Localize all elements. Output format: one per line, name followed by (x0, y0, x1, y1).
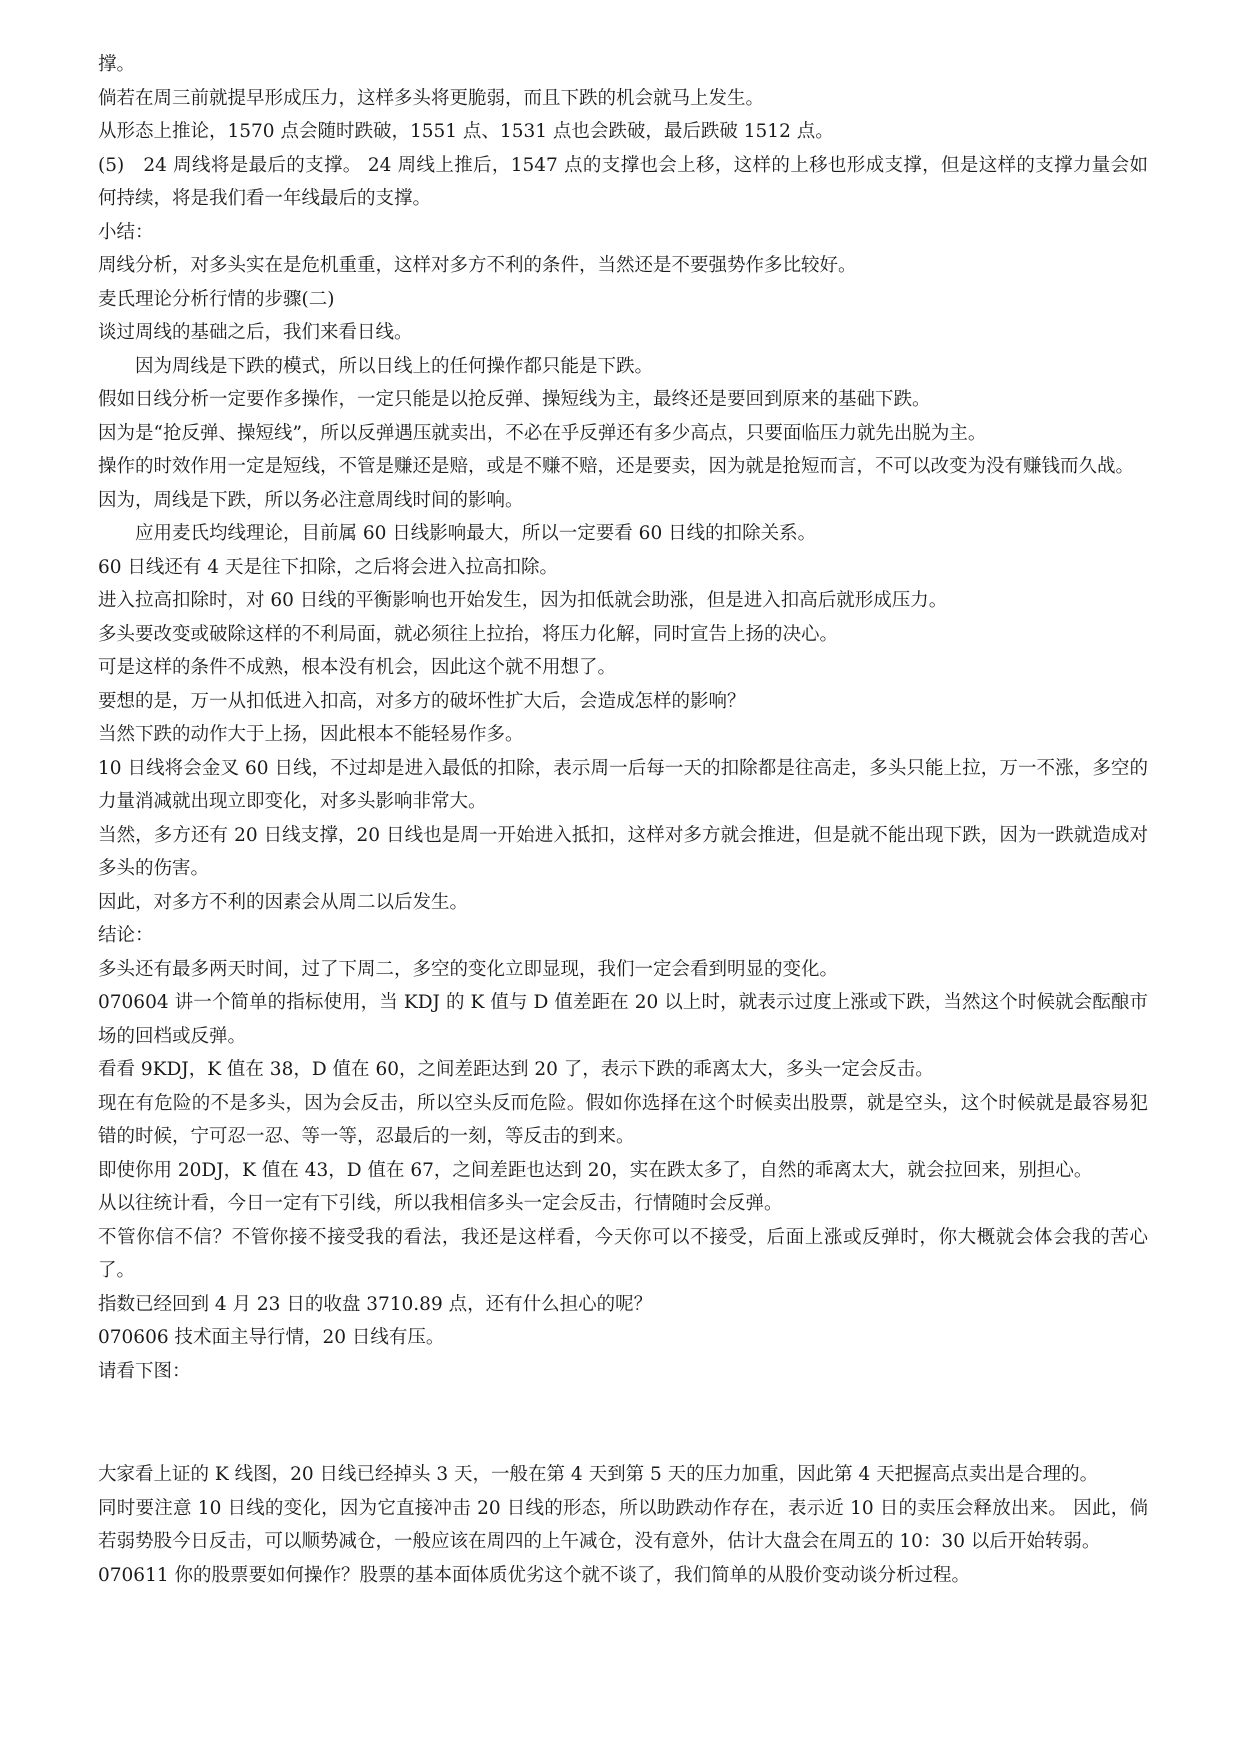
paragraph: 多头要改变或破除这样的不利局面，就必须往上拉抬，将压力化解，同时宣告上扬的决心。 (98, 623, 839, 645)
paragraph: 指数已经回到 4 月 23 日的收盘 3710.89 点，还有什么担心的呢？ (98, 1293, 653, 1315)
paragraph: 因为，周线是下跌，所以务必注意周线时间的影响。 (98, 489, 524, 511)
paragraph: 070604 讲一个简单的指标使用，当 KDJ 的 K 值与 D 值差距在 20 以上时，就表示过度上涨或下跌，当然这个时候就会酝酿市场的回档或反弹。 (98, 992, 1148, 1047)
paragraph: 从形态上推论，1570 点会随时跌破，1551 点、1531 点也会跌破，最后跌破 1512 点。 (98, 121, 834, 142)
paragraph: 要想的是，万一从扣低进入扣高，对多方的破坏性扩大后，会造成怎样的影响？ (98, 690, 746, 712)
paragraph: 当然，多方还有 20 日线支撑，20 日线也是周一开始进入抵扣，这样对多方就会推进，但是就不能出现下跌，因为一跌就造成对多头的伤害。 (98, 824, 1148, 879)
paragraph: 因为周线是下跌的模式，所以日线上的任何操作都只能是下跌。 (135, 355, 654, 377)
paragraph: 070606 技术面主导行情，20 日线有压。 (98, 1327, 445, 1348)
paragraph: 可是这样的条件不成熟，根本没有机会，因此这个就不用想了。 (98, 657, 617, 678)
missing-figure-space (98, 1388, 1148, 1458)
paragraph: 周线分析，对多头实在是危机重重，这样对多方不利的条件，当然还是不要强势作多比较好。 (98, 255, 857, 276)
paragraph: 不管你信不信？不管你接不接受我的看法，我还是这样看，今天你可以不接受，后面上涨或反弹时，你大概就会体会我的苦心了。 (98, 1226, 1148, 1281)
paragraph: 多头还有最多两天时间，过了下周二，多空的变化立即显现，我们一定会看到明显的变化。 (98, 958, 839, 980)
paragraph: 撑。 (98, 54, 136, 75)
paragraph: 即使你用 20DJ，K 值在 43，D 值在 67，之间差距也达到 20，实在跌太多了，自然的乖离太大，就会拉回来，别担心。 (98, 1159, 1093, 1181)
paragraph: 倘若在周三前就提早形成压力，这样多头将更脆弱，而且下跌的机会就马上发生。 (98, 87, 765, 109)
paragraph: (5) 24 周线将是最后的支撑。 24 周线上推后，1547 点的支撑也会上移，这样的上移也形成支撑，但是这样的支撑力量会如何持续，将是我们看一年线最后的支撑。 (98, 154, 1148, 209)
paragraph: 大家看上证的 K 线图，20 日线已经掉头 3 天，一般在第 4 天到第 5 天的压力加重，因此第 4 天把握高点卖出是合理的。 (98, 1464, 1099, 1485)
document-page (98, 48, 1148, 1592)
paragraph: 10 日线将会金叉 60 日线，不过却是进入最低的扣除，表示周一后每一天的扣除都是往高走，多头只能上拉，万一不涨，多空的力量消减就出现立即变化，对多头影响非常大。 (98, 757, 1148, 812)
paragraph: 070611 你的股票要如何操作？股票的基本面体质优劣这个就不谈了，我们简单的从股价变动谈分析过程。 (98, 1564, 971, 1586)
paragraph: 请看下图： (98, 1360, 191, 1382)
paragraph: 当然下跌的动作大于上扬，因此根本不能轻易作多。 (98, 724, 524, 745)
paragraph: 同时要注意 10 日线的变化，因为它直接冲击 20 日线的形态，所以助跌动作存在，表示近 10 日的卖压会释放出来。 因此，倘若弱势股今日反击，可以顺势减仓，一般应该在周四的上午减仓，没有意外，估计大盘会在周五的 10：30 以后开始转弱。 (98, 1497, 1148, 1552)
paragraph: 从以往统计看，今日一定有下引线，所以我相信多头一定会反击，行情随时会反弹。 (98, 1193, 783, 1214)
paragraph: 操作的时效作用一定是短线，不管是赚还是赔，或是不赚不赔，还是要卖，因为就是抢短而言，不可以改变为没有赚钱而久战。 (98, 456, 1135, 477)
paragraph: 进入拉高扣除时，对 60 日线的平衡影响也开始发生，因为扣低就会助涨，但是进入扣高后就形成压力。 (98, 590, 948, 611)
section-label: 结论： (98, 925, 154, 946)
paragraph: 应用麦氏均线理论，目前属 60 日线影响最大，所以一定要看 60 日线的扣除关系。 (135, 523, 817, 544)
paragraph: 看看 9KDJ，K 值在 38，D 值在 60，之间差距达到 20 了，表示下跌的乖离太大，多头一定会反击。 (98, 1059, 934, 1080)
paragraph: 因为是“抢反弹、操短线”，所以反弹遇压就卖出，不必在乎反弹还有多少高点，只要面临压力就先出脱为主。 (98, 422, 987, 444)
paragraph: 假如日线分析一定要作多操作，一定只能是以抢反弹、操短线为主，最终还是要回到原来的基础下跌。 (98, 389, 931, 410)
section-label: 小结： (98, 221, 154, 243)
paragraph: 谈过周线的基础之后，我们来看日线。 (98, 322, 413, 343)
paragraph: 因此，对多方不利的因素会从周二以后发生。 (98, 891, 469, 913)
paragraph: 现在有危险的不是多头，因为会反击，所以空头反而危险。假如你选择在这个时候卖出股票，就是空头，这个时候就是最容易犯错的时候，宁可忍一忍、等一等，忍最后的一刻，等反击的到来。 (98, 1092, 1148, 1147)
paragraph: 60 日线还有 4 天是往下扣除，之后将会进入拉高扣除。 (98, 556, 558, 578)
section-heading: 麦氏理论分析行情的步骤(二) (98, 288, 335, 310)
